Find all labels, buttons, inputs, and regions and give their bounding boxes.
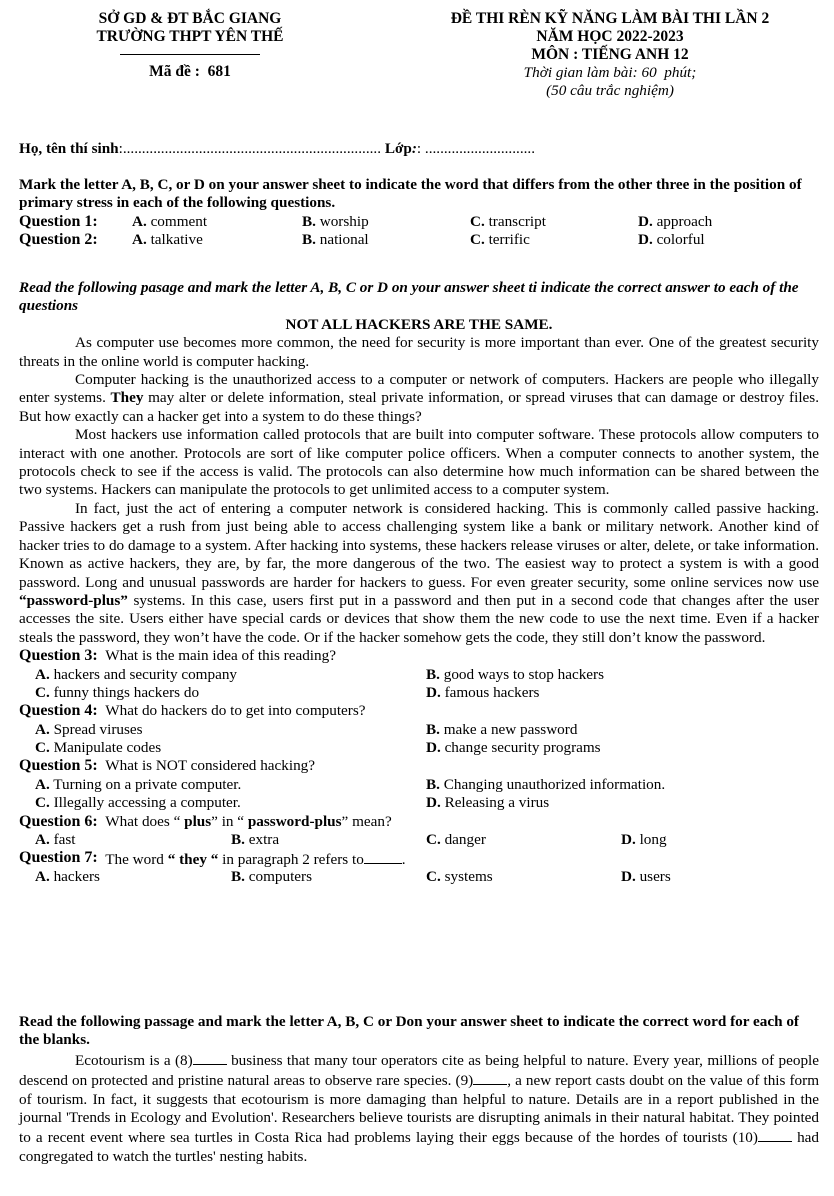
option-b[interactable] [426,776,665,794]
passage-text: had congregated to watch the turtles' nesting habits. [19,1129,820,1165]
question-stem: What is NOT considered hacking? [105,757,316,775]
option-d[interactable] [638,231,806,249]
question-count: (50 câu trắc nghiệm) [546,82,674,99]
question-label: Question 2: [19,231,98,249]
option-text: Changing unauthorized information. [443,775,666,793]
stem-text: ” mean? [341,812,392,830]
passage-text: business that many tour operators cite as being helpful to nature. Every year, millions of people descend on protected and pristine natural areas to observe rare species. (9) [19,1051,819,1090]
paragraph-text: systems. In this case, users first put in a password and then put in a second code that changes after the user accesses the site. Users either have special cards or devices that show them the new code to use the next time. Even if a hacker steals the password, they won’t have the code. Or if the hacker somehow gets the code, they still don’t know the password. [19,591,819,646]
option-letter: A. [132,231,147,249]
passage-paragraph-4 [19,500,819,647]
header-divider [120,54,260,55]
option-c[interactable] [35,739,426,757]
question-label: Question 6: [19,812,98,830]
option-b[interactable] [302,213,470,231]
highlighted-term: “password-plus” [19,591,128,609]
option-a[interactable] [35,776,426,794]
question-3 [19,647,819,702]
option-text: colorful [656,231,705,249]
section-stress-instruction: Mark the letter A, B, C, or D on your answer sheet to indicate the word that differs from the other three in the position of primary stress in each of the following questions. [19,176,802,212]
question-stem [105,813,391,831]
passage-title: NOT ALL HACKERS ARE THE SAME. [285,315,553,333]
option-letter: C. [426,831,441,849]
question-stem: What do hackers do to get into computers? [105,702,366,720]
option-b[interactable] [302,231,470,249]
option-text: make a new password [443,720,578,738]
option-text: systems [444,867,493,885]
option-text: Manipulate codes [53,739,162,757]
stem-keyword: plus [184,812,212,830]
option-d[interactable] [621,868,671,886]
option-letter: A. [35,720,50,738]
student-info [19,140,535,158]
blank-10[interactable] [758,1127,792,1142]
option-letter: D. [621,867,636,885]
option-letter: C. [35,794,50,812]
option-letter: C. [470,212,485,230]
option-letter: D. [621,831,636,849]
section-reading [19,279,819,886]
stem-text: in paragraph 2 refers to [218,851,364,869]
option-text: worship [319,212,369,230]
option-text: fast [53,831,76,849]
highlighted-word: They [110,389,144,407]
option-text: comment [150,212,208,230]
header-right [400,10,820,100]
name-label: Họ, tên thí sinh [19,140,119,157]
option-text: Releasing a virus [444,794,550,812]
stem-text: ” in “ [211,812,248,830]
option-text: computers [248,867,312,885]
question-label: Question 7: [19,849,98,867]
option-d[interactable] [426,794,549,812]
passage-text: , a new report casts doubt on the value of this form of tourism. In fact, it suggests that ecotourism is more damaging than helpful to nature. Details are in a report published in the journal 'Trends in Ecology and Evolution'. Researchers believe tourists are disrupting animals in their natural habitat. They pointed to a recent event where sea turtles in Costa Rica had problems laying their eggs because of the hordes of tourists (10) [19,1072,820,1147]
school-year: NĂM HỌC 2022-2023 [536,28,684,45]
option-letter: D. [426,683,441,701]
option-c[interactable] [35,684,426,702]
exam-code [60,63,320,81]
option-text: talkative [150,231,203,249]
option-letter: B. [302,212,316,230]
question-label: Question 1: [19,212,98,230]
option-b[interactable] [231,868,426,886]
option-a[interactable] [132,231,302,249]
cloze-passage [19,1050,819,1166]
option-letter: C. [426,867,441,885]
option-letter: D. [426,739,441,757]
option-text: danger [444,831,486,849]
option-letter: A. [35,867,50,885]
stem-text: The word [105,851,168,869]
option-letter: B. [231,867,245,885]
option-a[interactable] [132,213,302,231]
option-letter: C. [35,683,50,701]
passage-paragraph-3: Most hackers use information called protocols that are built into computer software. These protocols allow computers to interact with one another. Protocols are sort of like computer police officers. When a computer connects to another system, the protocols check to see if the access is valid. The protocols can also determine how much information can be shared between the two systems. Hackers can manipulate the protocols to get unlimited access to a computer system. [19,426,819,499]
option-text: Turning on a private computer. [53,775,242,793]
blank-8[interactable] [193,1050,227,1065]
option-c[interactable] [426,868,621,886]
option-letter: B. [231,831,245,849]
option-b[interactable] [426,666,604,684]
answer-blank [364,849,402,864]
option-text: extra [248,831,280,849]
blank-9[interactable] [473,1070,507,1085]
paragraph-text: Computer hacking is the unauthorized access to a computer or network of computers. Hackers are people who illegally enter systems. [19,371,819,407]
option-letter: B. [426,665,440,683]
class-label: Lớp [384,140,412,157]
option-letter: A. [35,665,50,683]
school-name: TRƯỜNG THPT YÊN THẾ [96,28,284,45]
question-4 [19,702,819,757]
option-letter: A. [132,212,147,230]
option-text: hackers [53,867,100,885]
option-text: national [319,231,369,249]
section-cloze [19,1013,819,1166]
option-d[interactable] [426,684,539,702]
subject: MÔN : TIẾNG ANH 12 [531,46,689,63]
class-field[interactable]: : ............................. [416,140,536,157]
option-c[interactable] [470,213,638,231]
option-text: long [639,831,667,849]
passage-paragraph-1: As computer use becomes more common, the need for security is more important than ever. One of the greatest security threats in the online world is computer hacking. [19,334,819,370]
section-stress [19,176,819,250]
option-text: terrific [488,231,530,249]
option-d[interactable] [426,739,601,757]
stem-keyword: “ they “ [167,851,219,869]
option-text: good ways to stop hackers [443,665,605,683]
question-1 [19,213,819,231]
question-stem: What is the main idea of this reading? [105,647,336,665]
question-7 [19,849,819,886]
stem-keyword: password-plus [247,812,342,830]
option-letter: C. [470,231,485,249]
option-a[interactable] [35,868,231,886]
option-text: funny things hackers do [53,683,200,701]
header-left [60,10,320,81]
exam-code-label: Mã đề : [149,63,200,80]
option-text: famous hackers [444,683,540,701]
option-d[interactable] [638,213,806,231]
option-c[interactable] [470,231,638,249]
option-letter: B. [426,720,440,738]
question-5 [19,757,819,812]
exam-time: Thời gian làm bài: 60 phút; [523,64,697,81]
option-text: Illegally accessing a computer. [53,794,241,812]
question-2 [19,231,819,249]
question-label: Question 5: [19,757,98,775]
paragraph-text: In fact, just the act of entering a computer network is considered hacking. This is commonly called passive hacking. Passive hackers get a rush from just being able to access challenging system like a bank or military network. Another kind of hacker tries to do damage to a system. After hacking into systems, these hackers release viruses or alter, delete, or take information. Known as active hackers, they are, by far, the more dangerous of the two. The easiest way to protect a system is with a good password. Long and unusual passwords are harder for hackers to guess. For even greater security, some online services now use [19,499,819,591]
paragraph-text: may alter or delete information, steal private information, or spread viruses that can damage or destroy files. But how exactly can a hacker get into a system to do these things? [19,389,819,425]
option-b[interactable] [426,721,577,739]
passage-text: Ecotourism is a (8) [75,1051,193,1069]
option-text: transcript [488,212,546,230]
option-b[interactable] [231,831,426,849]
option-letter: D. [638,231,653,249]
option-text: Spread viruses [53,720,143,738]
option-text: hackers and security company [53,665,238,683]
name-field[interactable]: :.................................................................... [118,140,382,157]
question-label: Question 3: [19,647,98,665]
option-letter: D. [426,794,441,812]
department-name: SỞ GD & ĐT BẮC GIANG [98,10,282,27]
option-a[interactable] [35,721,426,739]
option-a[interactable] [35,666,426,684]
option-letter: D. [638,212,653,230]
option-letter: B. [302,231,316,249]
section-cloze-instruction: Read the following passage and mark the letter A, B, C or Don your answer sheet to indicate the correct word for each of the blanks. [19,1013,799,1049]
option-letter: C. [35,739,50,757]
option-c[interactable] [35,794,426,812]
question-stem [105,849,405,867]
exam-title: ĐỀ THI RÈN KỸ NĂNG LÀM BÀI THI LẦN 2 [450,10,770,27]
option-letter: B. [426,775,440,793]
stem-text: . [401,851,406,869]
option-text: users [639,867,671,885]
exam-code-value: 681 [207,63,231,80]
option-c[interactable] [426,831,621,849]
stem-text: What does “ [105,812,185,830]
class-colon: : [411,140,417,157]
passage-paragraph-2 [19,371,819,426]
option-d[interactable] [621,831,667,849]
question-6 [19,813,819,850]
option-a[interactable] [35,831,231,849]
question-label: Question 4: [19,702,98,720]
option-text: change security programs [444,739,601,757]
section-reading-instruction: Read the following pasage and mark the letter A, B, C or D on your answer sheet ti indicate the correct answer to each of the questions [19,279,799,315]
option-letter: A. [35,775,50,793]
option-text: approach [656,212,713,230]
option-letter: A. [35,831,50,849]
